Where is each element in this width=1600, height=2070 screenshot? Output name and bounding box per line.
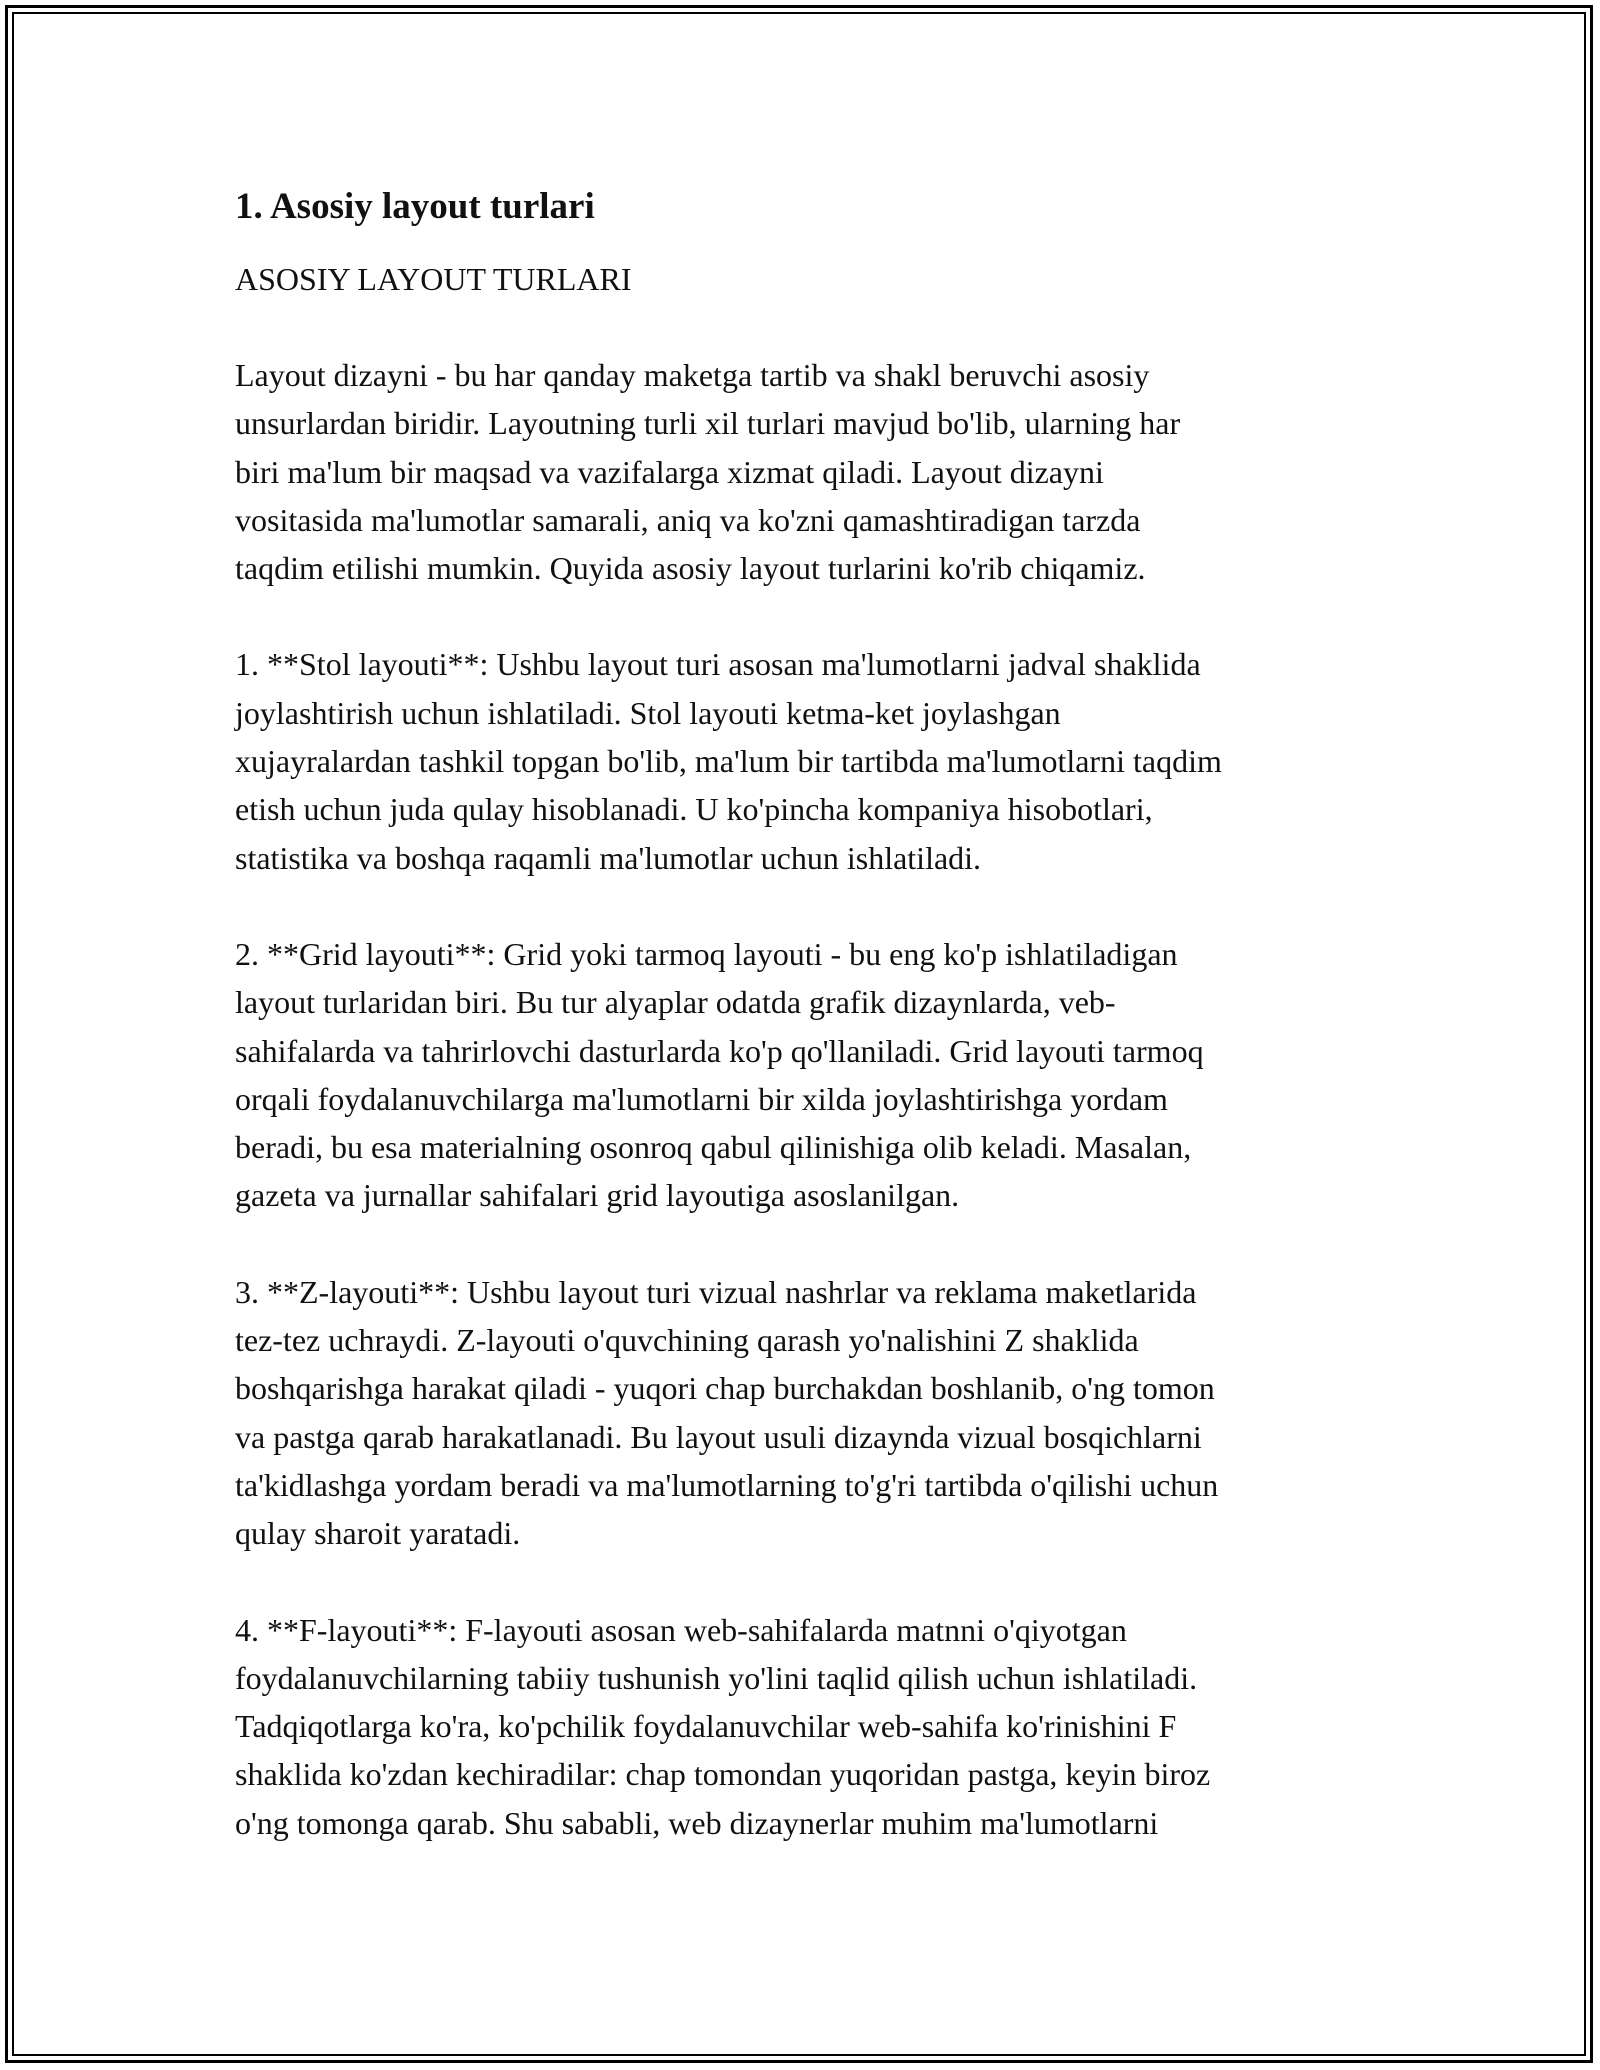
document-body — [235, 185, 1380, 1895]
paragraph-stol-layout: 1. **Stol layouti**: Ushbu layout turi asosan ma'lumotlarni jadval shaklida joylashtirish uchun ishlatiladi. Stol layouti ketma-ket joylashgan xujayralardan tashkil topgan bo'lib, ma'lum bir tartibda ma'lumotlarni taqdim etish uchun juda qulay hisoblanadi. U ko'pincha kompaniya hisobotlari, statistika va boshqa raqamli ma'lumotlar uchun ishlatiladi. — [235, 646, 1222, 876]
paragraph-f-layout: 4. **F-layouti**: F-layouti asosan web-sahifalarda matnni o'qiyotgan foydalanuvchilarning tabiiy tushunish yo'lini taqlid qilish uchun ishlatiladi. Tadqiqotlarga ko'ra, ko'pchilik foydalanuvchilar web-sahifa ko'rinishini F shaklida ko'zdan kechiradilar: chap tomondan yuqoridan pastga, keyin biroz o'ng tomonga qarab. Shu sababli, web dizaynerlar muhim ma'lumotlarni — [235, 1611, 1211, 1841]
section-heading: 1. Asosiy layout turlari — [235, 186, 595, 227]
intro-paragraph: Layout dizayni - bu har qanday maketga tartib va shakl beruvchi asosiy unsurlardan biridir. Layoutning turli xil turlari mavjud bo'lib, ularning har biri ma'lum bir maqsad va vazifalarga xizmat qiladi. Layout dizayni vositasida ma'lumotlar samarali, aniq va ko'zni qamashtiradigan tarzda taqdim etilishi mumkin. Quyida asosiy layout turlarini ko'rib chiqamiz. — [235, 356, 1181, 587]
paragraph-z-layout: 3. **Z-layouti**: Ushbu layout turi vizual nashrlar va reklama maketlarida tez-tez uchraydi. Z-layouti o'quvchining qarash yo'nalishini Z shaklida boshqarishga harakat qiladi - yuqori chap burchakdan boshlanib, o'ng tomon va pastga qarab harakatlanadi. Bu layout usuli dizaynda vizual bosqichlarni ta'kidlashga yordam beradi va ma'lumotlarning to'g'ri tartibda o'qilishi uchun qulay sharoit yaratadi. — [235, 1273, 1219, 1552]
section-subtitle: ASOSIY LAYOUT TURLARI — [235, 261, 632, 298]
paragraph-grid-layout: 2. **Grid layouti**: Grid yoki tarmoq layouti - bu eng ko'p ishlatiladigan layout turlaridan biri. Bu tur alyaplar odatda grafik dizaynlarda, veb- sahifalarda va tahrirlovchi dasturlarda ko'p qo'llaniladi. Grid layouti tarmoq orqali foydalanuvchilarga ma'lumotlarni bir xilda joylashtirishga yordam beradi, bu esa materialning osonroq qabul qilinishiga olib keladi. Masalan, gazeta va jurnallar sahifalari grid layoutiga asoslanilgan. — [235, 935, 1204, 1214]
